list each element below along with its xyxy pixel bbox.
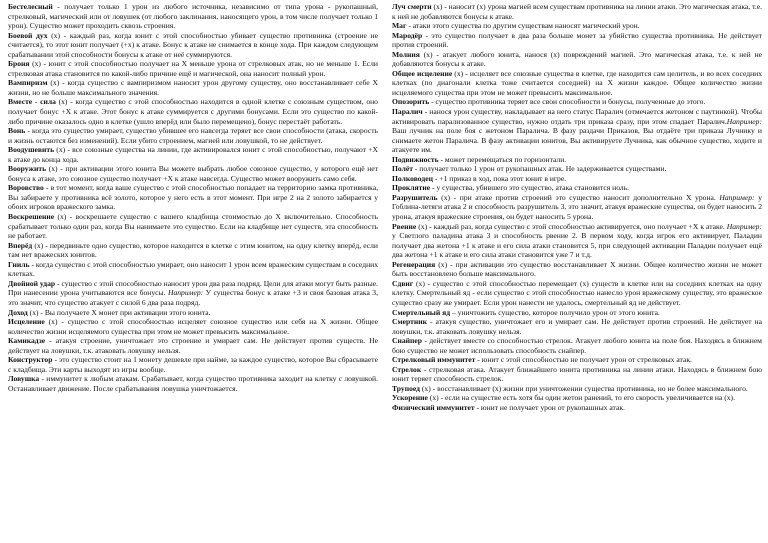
glossary-entry [392, 403, 762, 413]
glossary-entry [392, 31, 762, 50]
glossary-definition: - атаки этого существа по другим существам наносят магический урон. [406, 21, 640, 31]
glossary-entry [8, 59, 378, 78]
glossary-column-right [392, 2, 762, 543]
glossary-term: Маг [392, 21, 407, 31]
glossary-entry [8, 212, 378, 241]
glossary-entry [392, 317, 762, 336]
glossary-definition: - +1 приказ в ход, пока этот юнит в игре. [432, 173, 567, 183]
glossary-entry [392, 155, 762, 165]
glossary-term: Физический иммунитет [392, 402, 475, 412]
glossary-entry [392, 279, 762, 308]
glossary-term: Воодушевить [8, 145, 55, 155]
glossary-definition: (х) - когда существо с этой способностью находится в одной клетке с союзным существом, оно получает бонус +Х к атаке. Этот бонус к атаке суммируется с другими бонусами. Если это существо по какой-либо причине оказалось одно в клетке (ушло вперёд или было перемещено), бонус перестаёт работать. [8, 97, 378, 126]
glossary-definition: (х) - существо с этой способностью перемещает (х) существ в клетке или на соседних клетках на одну клетку. Смертельный яд - если существо с этой способностью нанесло урон вражескому существу, это вражеское существо сразу же умирает. Если урон нанести не удалось, смертельный яд не действует. [392, 278, 762, 307]
glossary-definition: (х) - каждый раз, когда существо с этой способностью активируется, оно получает +Х к атаке. [416, 221, 727, 231]
glossary-entry [392, 107, 762, 155]
glossary-term: Доход [8, 307, 28, 317]
glossary-term: Броня [8, 59, 30, 69]
example-text: Ваш лучник на поле боя с жетоном Паралича. В фазу раздачи Приказов, Вы отдаёте три приказа Лучнику и снимаете жетон Паралича. В фазу активации юнитов, Вы активируете Лучника, как обычное существо, ходите и атакуете им. [392, 126, 762, 155]
glossary-term: Двойной удар [8, 278, 56, 288]
glossary-term: Мародёр [392, 30, 423, 40]
glossary-entry [392, 21, 762, 31]
glossary-entry [392, 183, 762, 193]
example-label: Например: [167, 288, 204, 298]
glossary-term: Разрушитель [392, 192, 438, 202]
glossary-definition: - когда существо с этой способностью умирает, оно наносит 1 урон всем вражеским существам в соседних клетках. [8, 259, 378, 279]
glossary-definition: - может перемещаться по горизонтали. [438, 154, 567, 164]
glossary-entry [8, 164, 378, 183]
glossary-entry [8, 336, 378, 355]
glossary-column-left [8, 2, 378, 543]
glossary-term: Вампиризм [8, 78, 48, 88]
glossary-entry [392, 384, 762, 394]
glossary-definition: - существо противника теряет все свои способности и бонусы, полученные до этого. [429, 97, 706, 107]
glossary-definition: (х) - наносит (х) урона магией всем существам противника на линии атаки. Это магическая атака, т.е. к ней не добавляются бонусы к атаке. [392, 2, 762, 21]
glossary-term: Трупоед [392, 383, 420, 393]
glossary-term: Стрелок [392, 364, 422, 374]
glossary-definition: - стрелковая атака. Атакует ближайшего юнита противника на линии атаки. Находясь в ближнем бою юнит теряет способность стрелок. [392, 364, 762, 384]
glossary-entry [392, 222, 762, 260]
glossary-term: Ловушка [8, 374, 40, 384]
glossary-term: Подвижность [392, 154, 439, 164]
glossary-definition: (х) - существо с этой способностью исцеляет союзное существо или себя на Х жизни. Общее количество жизни исцеляемого существа при этом не может превысить максимальное. [8, 317, 378, 336]
glossary-term: Смертельный яд [392, 307, 451, 317]
glossary-term: Вместе - сила [8, 97, 56, 107]
glossary-definition: - у существа, убившего это существо, атака становится ноль. [430, 183, 630, 193]
glossary-term: Ускорение [392, 393, 428, 403]
glossary-entry [392, 174, 762, 184]
glossary-term: Исцеление [8, 317, 45, 327]
glossary-definition: - в тот момент, когда ваше существо с этой способностью попадает на территорию замка противника, Вы забираете у противника всё золото, которое у него есть в этот момент. При игре 2 на 2 золото забирается у обоих игроков вражеского замка. [8, 183, 378, 212]
glossary-term: Вперёд [8, 240, 33, 250]
glossary-entry [8, 126, 378, 145]
glossary-entry [392, 393, 762, 403]
glossary-term: Конструктор [8, 355, 53, 365]
glossary-entry [392, 308, 762, 318]
glossary-term: Рвение [392, 221, 417, 231]
glossary-definition: - юнит не получает урон от рукопашных атак. [474, 402, 625, 412]
glossary-entry [8, 31, 378, 60]
glossary-entry [8, 2, 378, 31]
glossary-definition: - существо с этой способностью наносит урон два раза подряд. Цели для атаки могут быть разные. При нанесении урона учитываются все бонусы. [8, 278, 378, 298]
glossary-entry [8, 183, 378, 212]
glossary-term: Полководец [392, 173, 433, 183]
glossary-term: Стрелковый иммунитет [392, 355, 476, 365]
glossary-term: Воскрешение [8, 212, 55, 222]
glossary-entry [392, 50, 762, 69]
glossary-entry [392, 365, 762, 384]
glossary-entry [8, 260, 378, 279]
glossary-entry [392, 260, 762, 279]
glossary-definition: (х) - юнит с этой способностью получает на Х меньше урона от стрелковых атак, но не меньше 1. Если стрелковая атака становится по какой-либо причине ещё и магической, она наносит полный урон. [8, 59, 378, 78]
glossary-definition: (х) - все союзные существа на линии, где активировался юнит с этой способностью, получают +Х к атаке до конца хода. [8, 145, 378, 164]
glossary-entry [392, 2, 762, 21]
glossary-term: Вооружить [8, 164, 47, 174]
glossary-definition: - это существо получает в два раза больше монет за убийство существа противника. Не действует против строений. [392, 30, 762, 50]
glossary-entry [8, 317, 378, 336]
glossary-term: Гниль [8, 259, 30, 269]
glossary-term: Луч смерти [392, 2, 432, 11]
glossary-term: Полёт [392, 164, 413, 174]
glossary-entry [392, 355, 762, 365]
glossary-entry [8, 78, 378, 97]
glossary-definition: - получает только 1 урон от рукопашных атак. Не задерживается существами. [412, 164, 667, 174]
glossary-definition: (х) - воскрешаете существо с вашего кладбища стоимостью до Х включительно. Способность срабатывает только один раз, когда Вы нанимаете это существо. Если на кладбище нет существ, эта способность не работает. [8, 212, 378, 241]
glossary-term: Общее исцеление [392, 68, 453, 78]
glossary-definition: - атакуя строение, уничтожает это строение и умирает сам. Не действует против существ. Не действует на ловушки, т.к. атаковать ловушку нельзя. [8, 336, 378, 355]
glossary-entry [392, 336, 762, 355]
glossary-entry [392, 164, 762, 174]
glossary-definition: (х) - Вы получаете Х монет при активации этого юнита. [27, 307, 211, 317]
glossary-definition: (х) - при атаке против строений это существо наносит дополнительно Х урона. [437, 192, 720, 202]
glossary-term: Регенерация [392, 259, 436, 269]
glossary-definition: - атакуя существо, уничтожает его и умирает сам. Не действует против строений. Не действует на ловушки, т.к. атаковать ловушку нельзя. [392, 317, 762, 336]
glossary-definition: – уничтожить существо, которое получило урон от этого юнита. [450, 307, 660, 317]
example-label: Например: [719, 192, 755, 202]
glossary-term: Бестелесный [8, 2, 53, 11]
glossary-definition: - юнит с этой способностью не получает урон от стрелковых атак. [475, 355, 692, 365]
glossary-definition: - получает только 1 урон из любого источника, независимо от типа урона - рукопашный, стрелковый, магический или от ловушек (от любого заклинания, наносящего урон, в том числе получает только 1 урон). Существо может проходить сквозь строения. [8, 2, 378, 31]
glossary-definition: (х) - восстанавливает (х) жизни при уничтожении существа противника, но не более максимального. [419, 383, 748, 393]
example-label: Например: [726, 116, 762, 126]
glossary-entry [8, 374, 378, 393]
glossary-entry [8, 279, 378, 308]
glossary-term: Снайпер [392, 336, 423, 346]
glossary-entry [8, 308, 378, 318]
glossary-entry [392, 193, 762, 222]
glossary-definition: (х) - передвиньте одно существо, которое находится в клетке с этим юнитом, на одну клетку вперёд, если там нет вражеских юнитов. [8, 240, 378, 260]
glossary-definition: - иммунитет к любым атакам. Срабатывает, когда существо противника заходит на клетку с ловушкой. Останавливает движение. После срабатывания ловушка уничтожается. [8, 374, 378, 393]
glossary-term: Боевой дух [8, 30, 48, 40]
glossary-definition: (х) - при активации этого юнита Вы можете выбрать любое союзное существо, у которого ещё нет бонуса к атаке, это союзное существо получает +Х к атаке навсегда. Существо может вооружить само себя. [8, 164, 378, 183]
glossary-definition: (х) - исцеляет все союзные существа в клетке, где находится сам целитель, и во всех соседних клетках (по диагонали клетка тоже считается соседней) на Х жизни каждое. Общее количество жизни исцеляемого существа при этом не может превысить максимальное. [392, 68, 762, 97]
glossary-definition: (х) - при активации это существо восстанавливает Х жизни. Общее количество жизни не может быть восстановлено больше максимального. [392, 259, 762, 279]
glossary-entry [8, 355, 378, 374]
glossary-term: Вонь [8, 126, 26, 136]
glossary-definition: - это существо стоит на 1 монету дешевле при найме, за каждое существо, которое Вы сбрасываете с кладбища. Эти карты выходят из игры вообще. [8, 355, 378, 374]
glossary-definition: (х) - атакует любого юнита, нанося (х) повреждений магией. Это магическая атака, т.е. к ней не добавляются бонусы к атаке. [392, 49, 762, 69]
glossary-term: Паралич [392, 107, 423, 117]
glossary-term: Молния [392, 49, 420, 59]
glossary-term: Воровство [8, 183, 44, 193]
glossary-definition: (х) - когда существо с вампиризмом наносит урон другому существу, оно восстанавливает себе Х жизни, но не больше максимального значения. [8, 78, 378, 97]
glossary-entry [392, 97, 762, 107]
example-text: у Светлого паладина атака 3 и способность рвение 2. В первом ходу, когда игрок его активирует, Паладин получает два жетона +1 к атаке и его сила атаки становится 5, при следующей активации Паладин получает ещё два жетона +1 к атаке и его сила атаки становится уже 7 и т.д. [392, 231, 762, 260]
glossary-entry [8, 145, 378, 164]
glossary-term: Проклятие [392, 183, 431, 193]
glossary-term: Опозорить [392, 97, 430, 107]
glossary-definition: - когда это существо умирает, существо убившее его навсегда теряет все свои способности (атака, скорость и жизнь остаются без изменений). Если убито строением, магией или ловушкой, то не действует. [8, 126, 378, 145]
glossary-term: Сдвиг [392, 278, 414, 288]
example-text: у Гоблина-летяги атака 2 и способность разрушитель 3, это значит, атакуя вражеские существа, он будет наносить 2 урона, атакуя вражеские строения, он будет наносить 5 урона. [392, 192, 762, 222]
example-text: У существа бонус к атаке +3 и своя базовая атака 3, это значит, что существо атакует с силой 6 два раза подряд. [8, 288, 378, 307]
glossary-entry [8, 97, 378, 126]
glossary-term: Смертник [392, 317, 428, 327]
glossary-term: Камикадзе [8, 336, 46, 346]
glossary-definition: - действует вместе со способностью стрелок. Атакует любого юнита на поле боя. Находясь в ближнем бою существо не может использовать способность снайпер. [392, 336, 762, 355]
glossary-definition: (х) - каждый раз, когда юнит с этой способностью убивает существо противника (строение не считается), то этот юнит получает (+х) к атаке. Бонус к атаке не снимается в конце хода. При каждом следующем срабатывании этой способности бонусы к атаке от неё суммируются. [8, 30, 378, 59]
glossary-definition: - нанося урон существу, накладывает на него статус Паралич (отмечается жетоном с паутинкой). Чтобы активировать парализованное существо, нужно отдать три приказа сразу, при этом спадает Паралич. [392, 107, 762, 126]
glossary-definition: (х) - если на существе есть хотя бы один жетон ранений, то его скорость увеличивается на (х). [427, 393, 735, 403]
glossary-entry [8, 241, 378, 260]
example-label: Например: [726, 221, 762, 231]
glossary-entry [392, 69, 762, 98]
